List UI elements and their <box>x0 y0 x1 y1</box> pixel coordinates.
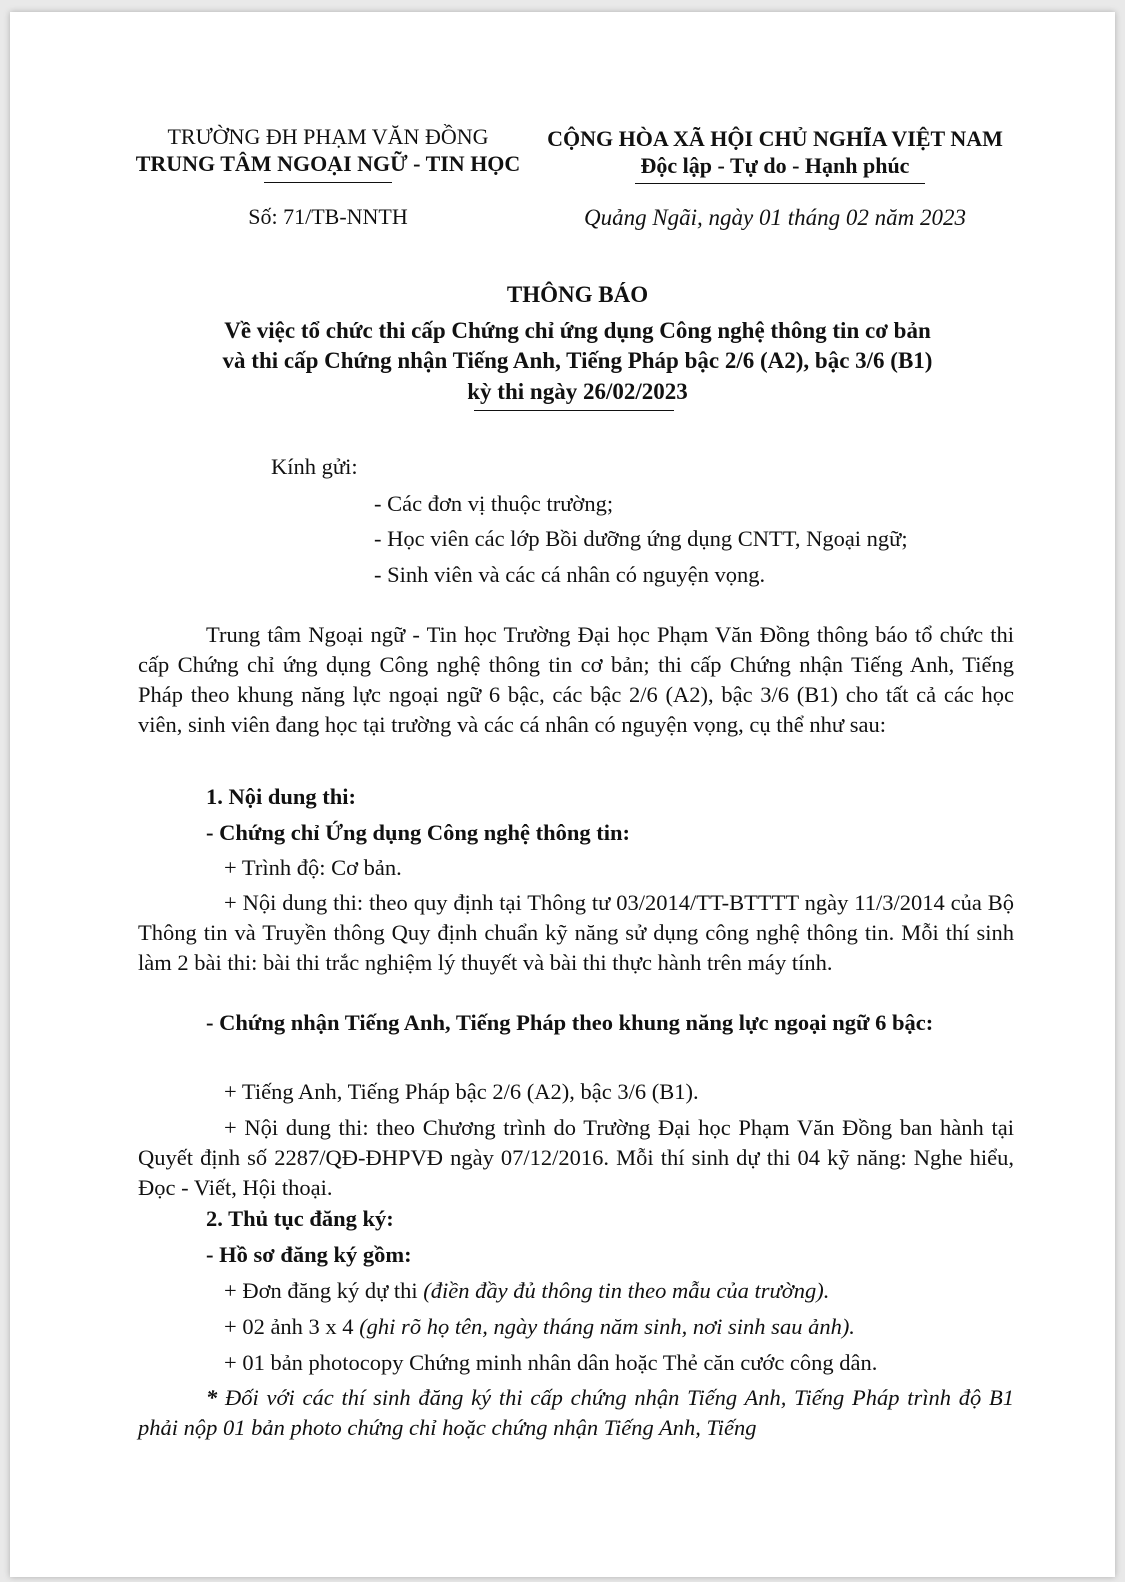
subject-line-2: và thi cấp Chứng nhận Tiếng Anh, Tiếng Pháp bậc 2/6 (A2), bậc 3/6 (B1) <box>222 348 933 373</box>
title-underline <box>474 410 674 411</box>
lang-content: + Nội dung thi: theo Chương trình do Trường Đại học Phạm Văn Đồng ban hành tại Quyết định số 2287/QĐ-ĐHPVĐ ngày 07/12/2016. Mỗi thí sinh dự thi 04 kỹ năng: Nghe hiểu, Đọc - Viết, Hội thoại. <box>138 1115 1014 1200</box>
subject-line-1: Về việc tổ chức thi cấp Chứng chỉ ứng dụng Công nghệ thông tin cơ bản <box>224 318 931 343</box>
national-motto: Độc lập - Tự do - Hạnh phúc <box>640 153 910 178</box>
dossier-item <box>224 1312 855 1342</box>
header-right-underline <box>635 183 925 184</box>
subject-line-3: kỳ thi ngày 26/02/2023 <box>467 379 688 404</box>
note-text: Đối với các thí sinh đăng ký thi cấp chứng nhận Tiếng Anh, Tiếng Pháp trình độ B1 phải nộp 01 bản photo chứng chỉ hoặc chứng nhận Tiếng Anh, Tiếng <box>138 1385 1015 1440</box>
document-title: THÔNG BÁO <box>506 282 649 307</box>
recipient-item: - Các đơn vị thuộc trường; <box>374 491 614 516</box>
b1-note <box>138 1383 1014 1443</box>
document-number: Số: 71/TB-NNTH <box>248 204 408 229</box>
dossier-item-text: + Đơn đăng ký dự thi <box>224 1278 424 1303</box>
dossier-item-text: + 02 ảnh 3 x 4 <box>224 1314 360 1339</box>
subsection-heading: - Chứng nhận Tiếng Anh, Tiếng Pháp theo khung năng lực ngoại ngữ 6 bậc: <box>206 1010 934 1035</box>
header-left-underline <box>264 182 392 183</box>
it-content: + Nội dung thi: theo quy định tại Thông tư 03/2014/TT-BTTTT ngày 11/3/2014 của Bộ Thông tin và Truyền thông Quy định chuẩn kỹ năng sử dụng công nghệ thông tin. Mỗi thí sinh làm 2 bài thi: bài thi trắc nghiệm lý thuyết và bài thi thực hành trên máy tính. <box>138 890 1014 975</box>
country-name: CỘNG HÒA XÃ HỘI CHỦ NGHĨA VIỆT NAM <box>547 126 1003 151</box>
section-heading: 1. Nội dung thi: <box>206 784 357 809</box>
place-date: Quảng Ngãi, ngày 01 tháng 02 năm 2023 <box>583 205 967 230</box>
subsection-heading: - Hồ sơ đăng ký gồm: <box>206 1242 412 1267</box>
greeting: Kính gửi: <box>271 454 358 479</box>
dossier-item: + 01 bản photocopy Chứng minh nhân dân hoặc Thẻ căn cước công dân. <box>224 1350 878 1375</box>
note-asterisk: * <box>206 1385 226 1410</box>
recipient-item: - Học viên các lớp Bồi dưỡng ứng dụng CNTT, Ngoại ngữ; <box>374 526 908 551</box>
section-heading: 2. Thủ tục đăng ký: <box>206 1206 394 1231</box>
it-level: + Trình độ: Cơ bản. <box>224 855 402 880</box>
document-page <box>10 12 1115 1577</box>
center-name: TRUNG TÂM NGOẠI NGỮ - TIN HỌC <box>135 151 521 176</box>
intro-paragraph: Trung tâm Ngoại ngữ - Tin học Trường Đại học Phạm Văn Đồng thông báo tổ chức thi cấp Chứng chỉ ứng dụng Công nghệ thông tin cơ bản; thi cấp Chứng nhận Tiếng Anh, Tiếng Pháp theo khung năng lực ngoại ngữ 6 bậc, các bậc 2/6 (A2), bậc 3/6 (B1) cho tất cả các học viên, sinh viên đang học tại trường và các cá nhân có nguyện vọng, cụ thể như sau: <box>138 622 1014 737</box>
subsection-heading: - Chứng chỉ Ứng dụng Công nghệ thông tin: <box>206 820 631 845</box>
dossier-item-note: (điền đầy đủ thông tin theo mẫu của trường). <box>423 1278 830 1303</box>
recipient-item: - Sinh viên và các cá nhân có nguyện vọng. <box>374 562 766 587</box>
dossier-item <box>224 1276 829 1306</box>
lang-levels: + Tiếng Anh, Tiếng Pháp bậc 2/6 (A2), bậc 3/6 (B1). <box>224 1079 699 1104</box>
dossier-item-note: (ghi rõ họ tên, ngày tháng năm sinh, nơi sinh sau ảnh). <box>359 1314 855 1339</box>
university-name: TRƯỜNG ĐH PHẠM VĂN ĐỒNG <box>167 124 489 149</box>
